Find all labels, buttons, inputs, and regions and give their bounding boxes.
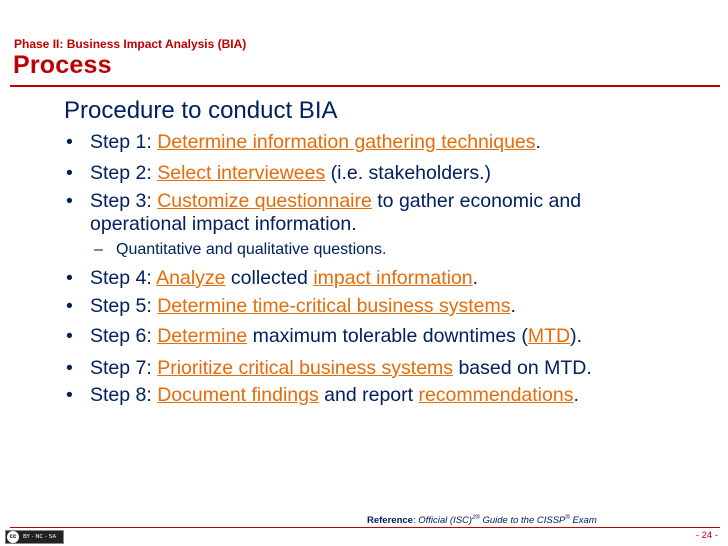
step-text xyxy=(90,295,516,318)
step-item xyxy=(66,384,579,407)
step-prefix: Step 1: xyxy=(90,131,158,153)
step-link[interactable]: Customize questionnaire xyxy=(157,190,372,212)
step-suffix: to gather economic and xyxy=(371,190,582,212)
step-link[interactable]: Select interviewees xyxy=(157,162,326,184)
step-mid: and report xyxy=(318,384,419,406)
step-suffix: based on MTD. xyxy=(453,357,592,379)
dash-icon: – xyxy=(94,241,103,258)
bullet-icon: • xyxy=(66,357,73,379)
step-link[interactable]: Prioritize critical business systems xyxy=(157,357,454,379)
step-suffix: . xyxy=(535,131,541,153)
cc-icon: cc xyxy=(7,531,19,543)
step-suffix: . xyxy=(573,384,579,406)
step-link[interactable]: Determine xyxy=(157,325,248,347)
reference-sep: : xyxy=(412,515,419,527)
reference-text-a: Official (ISC) xyxy=(418,515,473,527)
reference-note xyxy=(367,515,597,526)
reference-title xyxy=(418,515,597,526)
step-suffix: . xyxy=(472,267,479,289)
reference-text-b: Guide to the CISSP xyxy=(479,515,566,527)
sub-item xyxy=(94,241,386,259)
phase-label: Phase II: Business Impact Analysis (BIA) xyxy=(14,37,247,51)
step-suffix: ). xyxy=(570,325,583,347)
step-text xyxy=(90,190,581,213)
title-rule xyxy=(10,85,720,87)
step-link-2[interactable]: recommendations xyxy=(418,384,574,406)
sub-text: Quantitative and qualitative questions. xyxy=(116,241,387,258)
step-text xyxy=(90,357,592,380)
step-continuation: operational impact information. xyxy=(90,213,357,235)
reference-label: Reference xyxy=(367,515,413,527)
bullet-icon: • xyxy=(66,190,73,212)
bullet-icon: • xyxy=(66,267,73,289)
step-suffix: . xyxy=(510,295,516,317)
bullet-icon: • xyxy=(66,295,73,317)
step-item xyxy=(66,325,583,348)
page-title: Process xyxy=(13,51,112,79)
step-item xyxy=(66,131,541,154)
step-link[interactable]: Analyze xyxy=(156,267,226,289)
step-mid: maximum tolerable downtimes ( xyxy=(247,325,528,347)
page-number: - 24 - xyxy=(695,530,718,541)
step-text xyxy=(90,325,582,348)
step-item xyxy=(66,295,516,318)
step-prefix: Step 5: xyxy=(90,295,158,317)
step-item xyxy=(66,190,582,235)
bullet-icon: • xyxy=(66,384,73,406)
bullet-icon: • xyxy=(66,162,73,184)
step-prefix: Step 2: xyxy=(90,162,158,184)
step-item xyxy=(66,162,492,185)
reference-text-c: Exam xyxy=(569,515,597,527)
step-item xyxy=(66,267,479,290)
footer-rule xyxy=(10,527,720,528)
step-suffix: (i.e. stakeholders.) xyxy=(325,162,492,184)
step-item xyxy=(66,357,592,380)
step-link[interactable]: Document findings xyxy=(157,384,319,406)
bullet-icon: • xyxy=(66,131,73,153)
content-heading: Procedure to conduct BIA xyxy=(64,97,338,124)
step-prefix: Step 4: xyxy=(90,267,157,289)
step-prefix: Step 8: xyxy=(90,384,158,406)
license-label: BY - NC - SA xyxy=(23,534,57,540)
step-text xyxy=(90,267,478,290)
reference-sup-b: ® xyxy=(565,515,570,521)
reference-sup-a: 2® xyxy=(472,515,480,521)
step-text xyxy=(90,131,541,154)
step-mid: collected xyxy=(225,267,314,289)
step-link[interactable]: Determine information gathering techniques xyxy=(157,131,536,153)
step-link-2[interactable]: impact information xyxy=(313,267,473,289)
step-prefix: Step 3: xyxy=(90,190,158,212)
step-prefix: Step 6: xyxy=(90,325,158,347)
cc-license-badge[interactable] xyxy=(5,530,64,544)
step-link[interactable]: Determine time-critical business systems xyxy=(157,295,511,317)
bullet-icon: • xyxy=(66,325,73,347)
step-text xyxy=(90,384,579,407)
step-link-2[interactable]: MTD xyxy=(527,325,571,347)
step-text xyxy=(90,162,491,185)
step-prefix: Step 7: xyxy=(90,357,158,379)
